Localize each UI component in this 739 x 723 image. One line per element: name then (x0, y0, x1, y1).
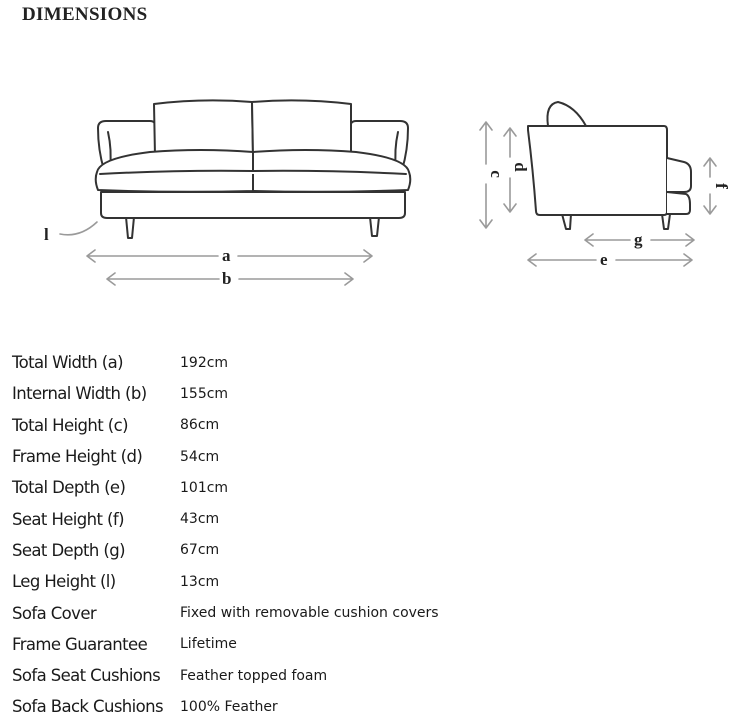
dimension-label-a: a (222, 246, 231, 265)
spec-value: 155cm (180, 385, 229, 402)
spec-value: 192cm (180, 354, 229, 371)
spec-label: Total Depth (e) (12, 478, 126, 498)
dimension-arrow-a (87, 246, 372, 265)
spec-row-frame-guarantee (12, 629, 732, 660)
spec-value: 86cm (180, 417, 220, 434)
spec-label: Total Width (a) (12, 353, 123, 373)
spec-value: 13cm (180, 573, 220, 590)
dimensions-heading: DIMENSIONS (22, 4, 148, 25)
spec-value: Feather topped foam (180, 667, 328, 684)
dimension-arrow-b (107, 269, 353, 288)
dimension-label-c: c (487, 170, 506, 178)
dimension-arrow-f (704, 158, 731, 214)
dimension-arrow-e (528, 250, 692, 269)
spec-label: Leg Height (l) (12, 572, 116, 592)
spec-row-sofa-cover (12, 597, 732, 628)
dimension-arrow-d (504, 128, 530, 212)
spec-label: Sofa Seat Cushions (12, 666, 161, 686)
spec-row-total-depth (12, 472, 732, 503)
spec-label: Seat Height (f) (12, 509, 124, 529)
leg-height-pointer (44, 222, 97, 244)
spec-value: 100% Feather (180, 698, 278, 715)
spec-row-back-cushions (12, 691, 732, 722)
spec-value: Fixed with removable cushion covers (180, 605, 439, 622)
spec-row-seat-depth (12, 535, 732, 566)
spec-label: Internal Width (b) (12, 384, 147, 404)
spec-value: 101cm (180, 479, 229, 496)
spec-label: Frame Height (d) (12, 447, 143, 467)
spec-row-frame-height (12, 441, 732, 472)
spec-row-internal-width (12, 378, 732, 409)
dimension-arrow-g (585, 230, 694, 249)
spec-value: 54cm (180, 448, 220, 465)
sofa-side-view (528, 102, 691, 229)
sofa-front-view (96, 100, 411, 238)
dimensions-spec-table (12, 347, 732, 723)
sofa-dimension-diagram (0, 0, 739, 330)
spec-value: 43cm (180, 511, 220, 528)
dimension-label-e: e (600, 250, 608, 269)
spec-label: Seat Depth (g) (12, 540, 125, 560)
spec-row-seat-cushions (12, 660, 732, 691)
spec-row-total-height (12, 410, 732, 441)
spec-label: Frame Guarantee (12, 634, 148, 654)
dimension-label-b: b (222, 269, 232, 288)
dimension-label-l: l (44, 225, 49, 244)
spec-value: Lifetime (180, 636, 237, 653)
spec-row-total-width (12, 347, 732, 378)
spec-row-leg-height (12, 566, 732, 597)
dimension-arrow-c (480, 122, 506, 228)
spec-value: 67cm (180, 542, 220, 559)
spec-row-seat-height (12, 503, 732, 534)
dimension-label-d: d (511, 162, 530, 172)
dimension-label-g: g (634, 230, 643, 249)
spec-label: Sofa Back Cushions (12, 697, 164, 717)
spec-label: Sofa Cover (12, 603, 97, 623)
dimension-label-f: f (712, 183, 731, 189)
spec-label: Total Height (c) (12, 415, 128, 435)
